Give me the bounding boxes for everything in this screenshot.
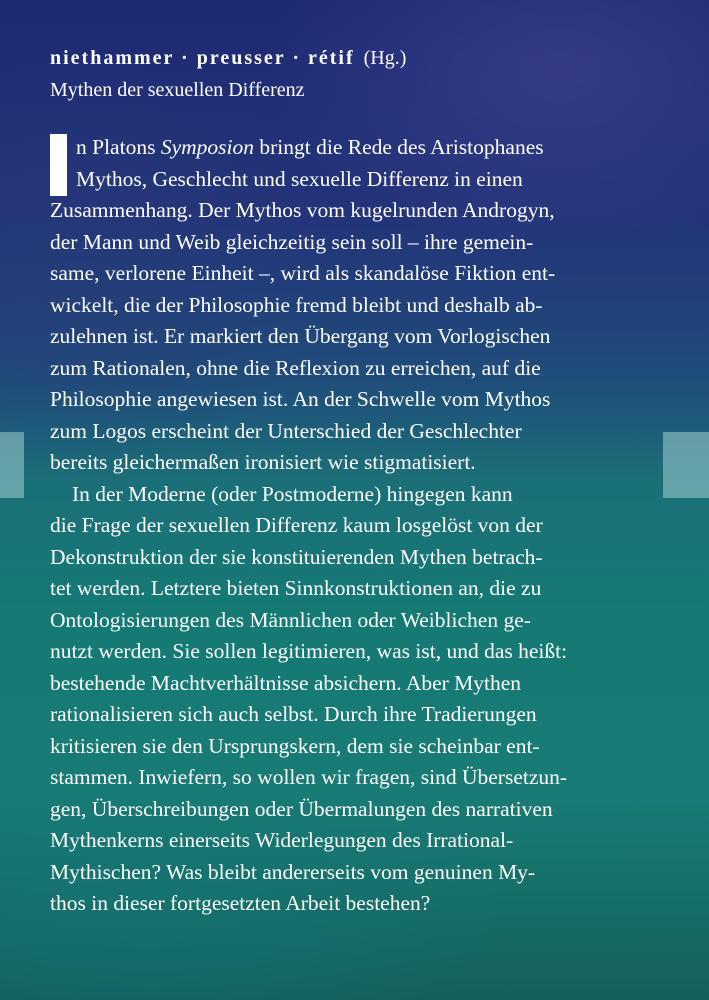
text-line: Ontologisierungen des Männlichen oder Weiblichen ge- — [50, 607, 531, 632]
work-title-symposion: Symposion — [160, 135, 254, 159]
text-line: bestehende Machtverhältnisse absichern. Aber Mythen — [50, 670, 522, 695]
text-line: In der Moderne (oder Postmoderne) hingegen kann — [72, 481, 513, 506]
authors-line — [50, 44, 406, 72]
text-line: bereits gleichermaßen ironisiert wie stigmatisiert. — [50, 450, 476, 474]
text-line: Zusammenhang. Der Mythos vom kugelrunden Androgyn, — [50, 198, 555, 222]
text-line: wickelt, die der Philosophie fremd bleibt und deshalb ab- — [50, 292, 543, 317]
text-line: tet werden. Letztere bieten Sinnkonstruktionen an, die zu — [50, 576, 542, 600]
text-line: die Frage der sexuellen Differenz kaum losgelöst von der — [50, 513, 543, 537]
text-line: zulehnen ist. Er markiert den Übergang vom Vorlogischen — [50, 324, 551, 348]
text-line: stammen. Inwiefern, so wollen wir fragen, sind Übersetzun- — [50, 765, 568, 789]
editors-note: (Hg.) — [363, 47, 407, 69]
text-line: zum Rationalen, ohne die Reflexion zu erreichen, auf die — [50, 355, 541, 380]
text-line: rationalisieren sich auch selbst. Durch ihre Tradierungen — [50, 702, 537, 726]
text-line: kritisieren sie den Ursprungskern, dem sie scheinbar ent- — [50, 733, 540, 758]
text-line: Mythos, Geschlecht und sexuelle Differenz in einen — [76, 166, 523, 191]
text-line: Mythischen? Was bleibt andererseits vom genuinen My- — [50, 859, 536, 884]
book-header — [50, 44, 406, 104]
text-line: same, verlorene Einheit –, wird als skandalöse Fiktion ent- — [50, 261, 556, 285]
right-side-tab — [663, 432, 709, 498]
text-line: nutzt werden. Sie sollen legitimieren, was ist, und das heißt: — [50, 639, 568, 663]
line1-start: n Platons — [76, 135, 161, 159]
book-title: Mythen der sexuellen Differenz — [50, 79, 305, 101]
text-line: der Mann und Weib gleichzeitig sein soll – ihre gemein- — [50, 229, 534, 254]
text-line: thos in dieser fortgesetzten Arbeit bestehen? — [50, 891, 431, 915]
text-line: Mythenkerns einerseits Widerlegungen des Irrational- — [50, 828, 514, 852]
text-line: zum Logos erscheint der Unterschied der Geschlechter — [50, 418, 522, 443]
text-line-1 — [50, 132, 660, 164]
blurb-text — [50, 132, 660, 920]
line1-end: bringt die Rede des Aristophanes — [254, 135, 544, 159]
authors: niethammer · preusser · rétif — [50, 47, 355, 69]
text-line: Philosophie angewiesen ist. An der Schwelle vom Mythos — [50, 387, 551, 411]
text-line: Dekonstruktion der sie konstituierenden Mythen betrach- — [50, 544, 543, 569]
text-line: gen, Überschreibungen oder Übermalungen des narrativen — [50, 796, 553, 821]
left-side-tab — [0, 432, 24, 498]
